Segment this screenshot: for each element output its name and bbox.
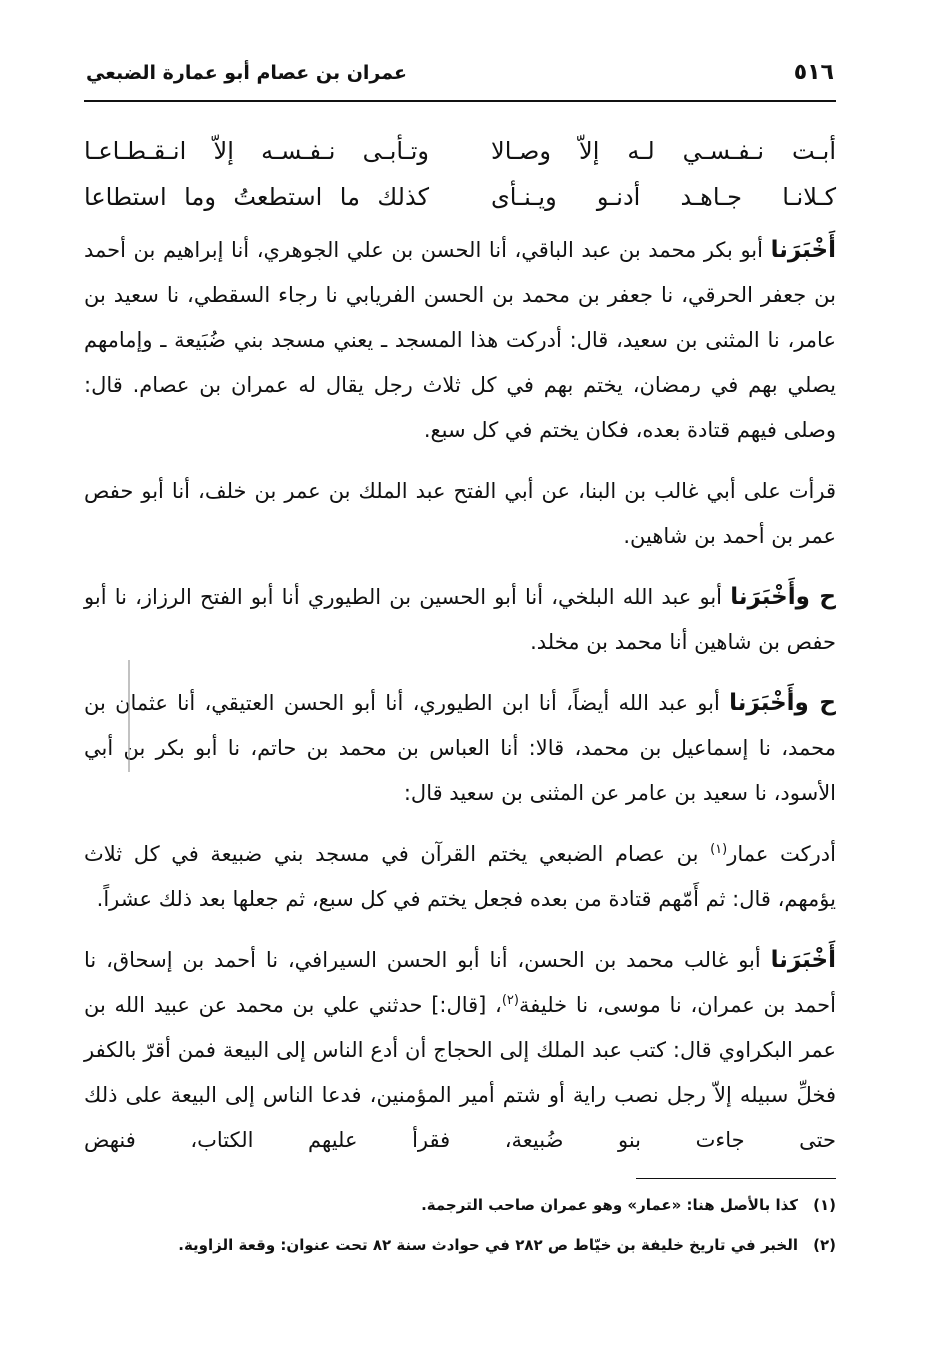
narration-paragraph <box>84 575 836 665</box>
footnotes <box>84 1190 836 1270</box>
quoted-report <box>84 832 836 922</box>
poem-verse <box>84 128 836 174</box>
narration-paragraph <box>84 469 836 559</box>
footnote-text: كذا بالأصل هنا: «عمار» وهو عمران صاحب الترجمة. <box>421 1196 798 1214</box>
narration-keyword: أَخْبَرَنا <box>770 237 836 263</box>
verse-first-hemistich: كـلانـا جـاهـد أدنـو ويـنـأى <box>491 183 836 211</box>
main-text <box>84 228 836 1163</box>
page-header <box>84 52 836 102</box>
narration-paragraph <box>84 681 836 816</box>
narration-paragraph <box>84 228 836 453</box>
quote-text: بن عصام الضبعي يختم القرآن في مسجد بني ضبيعة في كل ثلاث يؤمهم، قال: ثم أَمّهم قتادة من بعده فجعل يختم في كل سبع، ثم جعلها بعد ذلك عشراً. <box>84 842 836 911</box>
narration-text: أبو بكر محمد بن عبد الباقي، أنا الحسن بن علي الجوهري، أنا إبراهيم بن أحمد بن جعفر الحرقي، نا جعفر بن محمد بن الحسن الفريابي نا رجاء السقطي، نا سعيد بن عامر، نا المثنى بن سعيد، قال: أدركت هذا المسجد ـ يعني مسجد بني ضُبَيعة ـ وإمامهم يصلي بهم في رمضان، يختم بهم في كل ثلاث رجل يقال له عمران بن عصام. قال: وصلى فيهم قتادة بعده، فكان يختم في كل سبع. <box>84 238 836 442</box>
narration-text: أبو عبد الله البلخي، أنا أبو الحسين بن الطيوري أنا أبو الفتح الرزاز، نا أبو حفص بن شاهين أنا محمد بن مخلد. <box>84 585 836 654</box>
verse-second-hemistich: كذلك ما استطعتُ وما استطاعا <box>84 183 429 211</box>
narration-keyword: ح وأَخْبَرَنا <box>729 690 837 716</box>
narration-paragraph <box>84 938 836 1163</box>
poem <box>84 128 836 220</box>
narration-text: قرأت على أبي غالب بن البنا، عن أبي الفتح عبد الملك بن عمر بن خلف، أنا أبو حفص عمر بن أحمد بن شاهين. <box>84 479 836 548</box>
footnote <box>84 1230 836 1270</box>
verse-second-hemistich: وتـأبـى نـفـسـه إلاّ انـقـطـاعـا <box>84 137 429 165</box>
running-title: عمران بن عصام أبو عمارة الضبعي <box>86 62 407 84</box>
footnote-number: (٢) <box>813 1236 836 1254</box>
poem-verse <box>84 174 836 220</box>
footnote <box>84 1190 836 1230</box>
page-number: ٥١٦ <box>793 60 834 85</box>
narration-text: أبو عبد الله أيضاً، أنا ابن الطيوري، أنا أبو الحسن العتيقي، أنا عثمان بن محمد، نا إسماعيل بن محمد، قالا: أنا العباس بن محمد بن حاتم، نا أبو بكر بن أبي الأسود، نا سعيد بن عامر عن المثنى بن سعيد قال: <box>84 691 836 805</box>
footnote-ref: (١) <box>710 842 728 857</box>
verse-first-hemistich: أبـت نـفـسـي لـه إلاّ وصـالا <box>491 137 836 165</box>
quote-text: أدركت عمار <box>727 842 836 866</box>
footnote-divider <box>636 1178 836 1179</box>
narration-text: أبو غالب محمد بن الحسن، أنا أبو الحسن السيرافي، نا أحمد بن إسحاق، نا أحمد بن عمران، نا موسى، نا خليفة <box>84 948 836 1017</box>
scan-artifact-line <box>128 660 130 772</box>
footnote-number: (١) <box>813 1196 836 1214</box>
narration-keyword: أَخْبَرَنا <box>770 947 836 973</box>
footnote-text: الخبر في تاريخ خليفة بن خيّاط ص ٢٨٢ في حوادث سنة ٨٢ تحت عنوان: وقعة الزاوية. <box>178 1236 798 1254</box>
narration-keyword: ح وأَخْبَرَنا <box>730 584 836 610</box>
narration-text: ، [قال:] حدثني علي بن محمد عن عبيد الله بن عمر البكراوي قال: كتب عبد الملك إلى الحجاج أن أدع الناس إلى البيعة فمن أقرّ بالكفر فخلِّ سبيله إلاّ رجل نصب راية أو شتم أمير المؤمنين، فدعا الناس إلى البيعة على ذلك حتى جاءت بنو ضُبيعة، فقرأ عليهم الكتاب، فنهض <box>84 993 836 1152</box>
footnote-ref: (٢) <box>501 993 519 1008</box>
